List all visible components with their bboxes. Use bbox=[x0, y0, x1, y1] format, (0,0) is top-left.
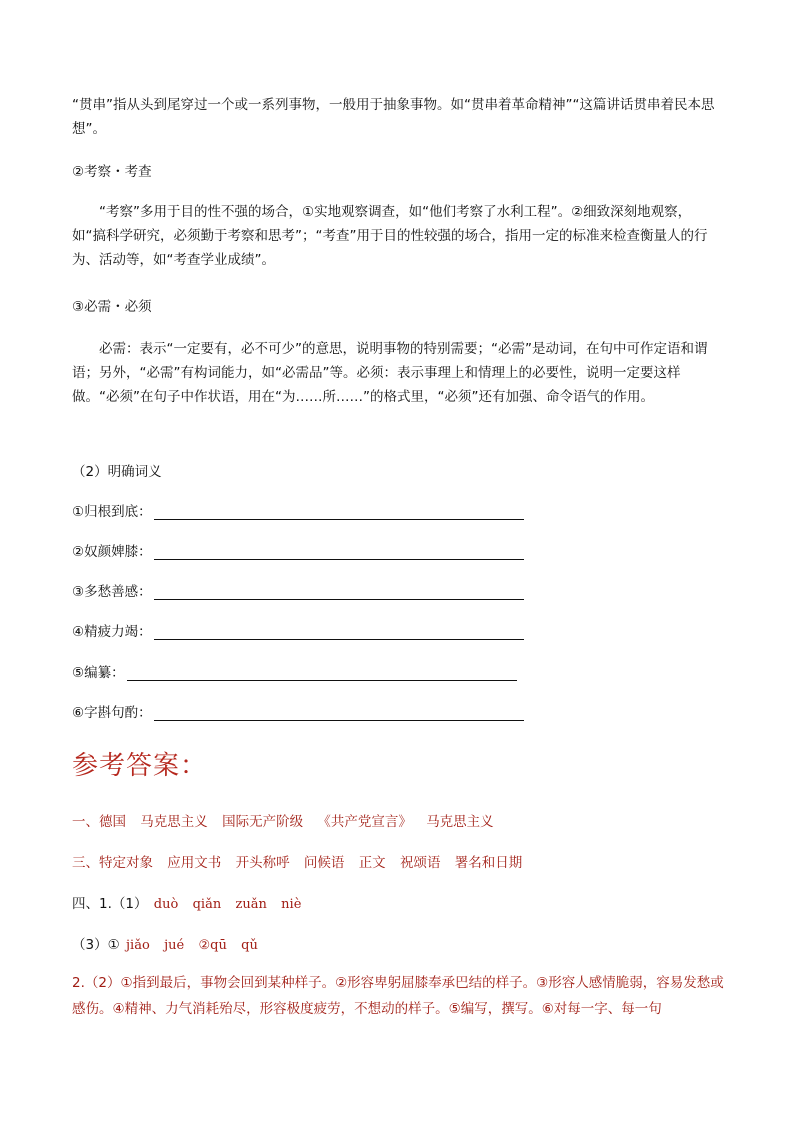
answer-item: 《共产党宣言》 bbox=[317, 814, 412, 830]
heading-bixu: ③必需・必须 bbox=[72, 299, 152, 315]
paragraph-kaocha: “考察”多用于目的性不强的场合，①实地观察调查，如“他们考察了水利工程”。②细致深刻地观察，如“搞科学研究，必须勤于考察和思考”；“考查”用于目的性较强的场合，指用一定的标准来检查衡量人的行为、活动等，如“考查学业成绩”。 bbox=[72, 204, 708, 268]
answer-item: 一、德国 bbox=[72, 814, 126, 830]
pinyin-item: niè bbox=[281, 897, 302, 912]
fill-item-2 bbox=[72, 540, 524, 560]
fill-item-label: ⑥字斟句酌： bbox=[72, 705, 152, 721]
pinyin-item: qǔ bbox=[241, 938, 258, 953]
fill-item-1 bbox=[72, 500, 524, 520]
fill-item-label: ④精疲力竭： bbox=[72, 624, 152, 640]
answer-label: 四、1.（1） bbox=[72, 896, 148, 912]
pinyin-item: duò bbox=[153, 897, 179, 912]
answer-item: 应用文书 bbox=[167, 855, 222, 871]
answer-paragraph-cixi: 2.（2）①指到最后，事物会回到某种样子。②形容卑躬屈膝奉承巴结的样子。③形容人感情脆弱，容易发愁或感伤。④精神、力气消耗殆尽，形容极度疲劳，不想动的样子。⑤编写，撰写。⑥对每一字、每一句 bbox=[72, 975, 724, 1017]
pinyin-item: zuǎn bbox=[235, 897, 267, 912]
answers-title: 参考答案： bbox=[72, 751, 208, 781]
fill-item-label: ⑤编纂： bbox=[72, 665, 125, 681]
paragraph-guanchuan: “贯串”指从头到尾穿过一个或一系列事物，一般用于抽象事物。如“贯串着革命精神”“这篇讲话贯串着民本思想”。 bbox=[72, 97, 715, 137]
answer-item: 问候语 bbox=[303, 855, 345, 871]
answer-item: 署名和日期 bbox=[454, 855, 523, 871]
paragraph-bixu: 必需：表示“一定要有，必不可少”的意思，说明事物的特别需要；“必需”是动词，在句中可作定语和谓语；另外，“必需”有构词能力，如“必需品”等。必须：表示事理上和情理上的必要性，说明一定要这样做。“必须”在句子中作状语，用在“为……所……”的格式里，“必须”还有加强、命令语气的作用。 bbox=[72, 341, 708, 405]
fill-item-3 bbox=[72, 580, 524, 600]
answer-blank-line[interactable] bbox=[154, 706, 524, 721]
fill-item-label: ③多愁善感： bbox=[72, 584, 152, 600]
answer-line-1 bbox=[72, 810, 504, 830]
answer-item: 祝颂语 bbox=[399, 855, 441, 871]
answer-line-4 bbox=[72, 933, 268, 953]
answer-item: 马克思主义 bbox=[140, 814, 208, 830]
answer-item: 正文 bbox=[358, 855, 386, 871]
answer-label: （3）① bbox=[72, 937, 120, 953]
answer-blank-line[interactable] bbox=[154, 545, 524, 560]
fill-item-6 bbox=[72, 701, 524, 721]
heading-kaocha: ②考察・考查 bbox=[72, 164, 152, 180]
answer-item: 马克思主义 bbox=[426, 814, 494, 830]
fill-item-4 bbox=[72, 620, 524, 640]
pinyin-item: jiǎo bbox=[126, 938, 150, 953]
answer-line-3 bbox=[72, 892, 311, 912]
pinyin-item: ②qū bbox=[198, 938, 227, 953]
answer-blank-line[interactable] bbox=[154, 505, 524, 520]
fill-item-label: ①归根到底： bbox=[72, 504, 152, 520]
answer-blank-line[interactable] bbox=[154, 625, 524, 640]
answer-blank-line[interactable] bbox=[154, 585, 524, 600]
answer-item: 三、特定对象 bbox=[72, 855, 153, 871]
answer-item: 国际无产阶级 bbox=[222, 814, 304, 830]
pinyin-item: jué bbox=[164, 938, 185, 953]
section-title-cixi: （2）明确词义 bbox=[72, 464, 162, 480]
fill-item-5 bbox=[72, 661, 517, 681]
answer-item: 开头称呼 bbox=[235, 855, 290, 871]
answer-line-2 bbox=[72, 851, 532, 871]
fill-item-label: ②奴颜婢膝： bbox=[72, 544, 152, 560]
pinyin-item: qiǎn bbox=[192, 897, 222, 912]
answer-blank-line[interactable] bbox=[127, 666, 517, 681]
